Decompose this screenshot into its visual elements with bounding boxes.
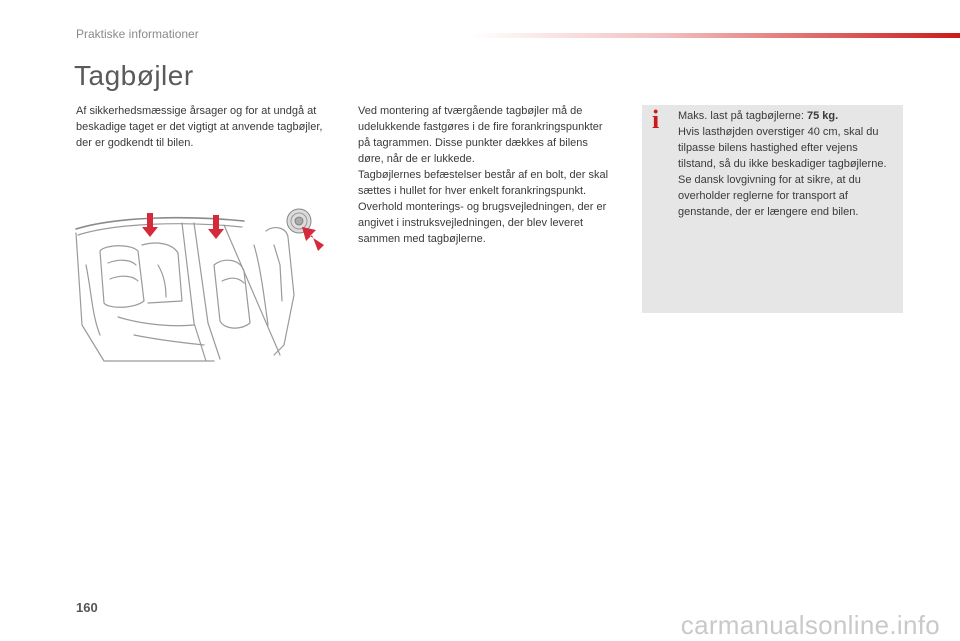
max-load-value: 75 kg. [807, 110, 839, 122]
info-line-3: Se dansk lovgivning for at sikre, at du overholder reglerne for transport af genstande, der er længere end bilen. [678, 174, 861, 218]
header-accent-line [470, 33, 960, 38]
page-title: Tagbøjler [74, 60, 194, 91]
body-column [358, 103, 613, 247]
page-number: 160 [76, 600, 98, 615]
section-header: Praktiske informationer [76, 27, 199, 41]
body-paragraph-2: Tagbøjlernes befæstelser består af en bolt, der skal sættes i hullet for hver enkelt forankringspunkt. [358, 169, 609, 197]
car-roof-illustration [74, 205, 334, 365]
max-load-label: Maks. last på tagbøjlerne: [678, 110, 804, 122]
info-icon: i [652, 105, 660, 134]
info-line-2: Hvis lasthøjden overstiger 40 cm, skal du tilpasse bilens hastighed efter vejens tilstand, så du ikke beskadiger tagbøjlerne. [678, 126, 887, 170]
intro-paragraph: Af sikkerhedsmæssige årsager og for at undgå at beskadige taget er det vigtigt at anvende tagbøjler, der er godkendt til bilen. [76, 105, 323, 149]
max-load-line [678, 108, 893, 124]
watermark: carmanualsonline.info [680, 610, 940, 640]
body-paragraph-3: Overhold monterings- og brugsvejledningen, der er angivet i instruksvejledningen, der blev leveret sammen med tagbøjlerne. [358, 201, 607, 245]
info-text [678, 108, 893, 220]
body-paragraph-1: Ved montering af tværgående tagbøjler må de udelukkende fastgøres i de fire forankringspunkter på tagrammen. Disse punkter dækkes af bilens døre, når de er lukkede. [358, 105, 603, 165]
